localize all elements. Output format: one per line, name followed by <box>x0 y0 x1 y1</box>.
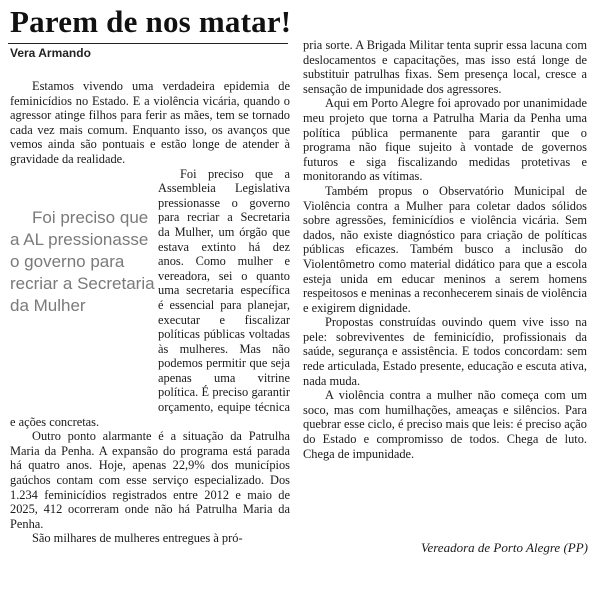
paragraph-2-text: Foi preciso que a Assembleia Legislativa pressionasse o governo para recriar a Secretaria da Mulher, um órgão que estava extinto há dez anos. Como mulher e vereadora, sei o quanto uma secretaria específica é essencial para planejar, executar e fiscalizar políticas públicas voltadas às mulheres. Mas não podemos permitir que seja apenas uma vitrine política. É preciso garantir orçamento, equipe técnica e ações concretas. <box>10 166 290 429</box>
column-right <box>303 38 587 461</box>
author-byline: Vera Armando <box>10 46 91 60</box>
pull-quote: Foi preciso que a AL pressionasse o governo para recriar a Secretaria da Mulher <box>10 207 155 315</box>
column-left <box>10 79 290 546</box>
paragraph-8: A violência contra a mulher não começa com um soco, mas com humilhações, ameaças e silêncios. Para quebrar esse ciclo, é preciso mais que leis: é preciso ação do Estado e compromisso de todos. Chega de luto. Chega de impunidade. <box>303 388 587 461</box>
paragraph-5: Aqui em Porto Alegre foi aprovado por unanimidade meu projeto que torna a Patrulha Maria da Penha uma política pública permanente para garantir que o programa não fique sujeito à vontade de governos futuros e siga fiscalizando medidas protetivas e monitorando as vítimas. <box>303 96 587 184</box>
paragraph-2 <box>10 167 290 430</box>
article-title: Parem de nos matar! <box>10 4 292 39</box>
paragraph-4-start: São milhares de mulheres entregues à pró- <box>32 531 243 546</box>
paragraph-3: Outro ponto alarmante é a situação da Patrulha Maria da Penha. A expansão do programa está parada há quatro anos. Hoje, apenas 22,9% dos municípios gaúchos contam com esse serviço especializado. Dos 1.234 feminicídios registrados entre 2012 e maio de 2025, 412 ocorreram onde não há Patrulha Maria da Penha. <box>10 429 290 531</box>
paragraph-6: Também propus o Observatório Municipal de Violência contra a Mulher para coletar dados sólidos sobre agressões, feminicídios e violência vicária. Sem dados, não existe diagnóstico para criação de políticas públicas eficazes. Também busco a inclusão do Violentômetro como material didático para que a escola esteja unida em educar meninos a serem homens respeitosos e meninas a reconhecerem sinais de violência e exigirem dignidade. <box>303 183 587 315</box>
author-signature: Vereadora de Porto Alegre (PP) <box>420 540 588 555</box>
paragraph-7: Propostas construídas ouvindo quem vive isso na pele: sobreviventes de feminicídio, profissionais da saúde, segurança e assistência. E todos concordam: sem rede articulada, Estado presente, educação e escuta ativa, nada muda. <box>303 315 587 388</box>
paragraph-4-end: pria sorte. A Brigada Militar tenta suprir essa lacuna com deslocamentos e capacitações, mas isso está longe de substituir patrulhas fixas. Sem presença local, cresce a sensação de impunidade dos agressores. <box>303 38 587 96</box>
paragraph-1: Estamos vivendo uma verdadeira epidemia de feminicídios no Estado. E a violência vicária, quando o agressor atinge filhos para ferir as mães, tem se tornado cada vez mais comum. Enquanto isso, os avanços que vemos ainda são pontuais e estão longe de atender à gravidade da realidade. <box>10 79 290 166</box>
